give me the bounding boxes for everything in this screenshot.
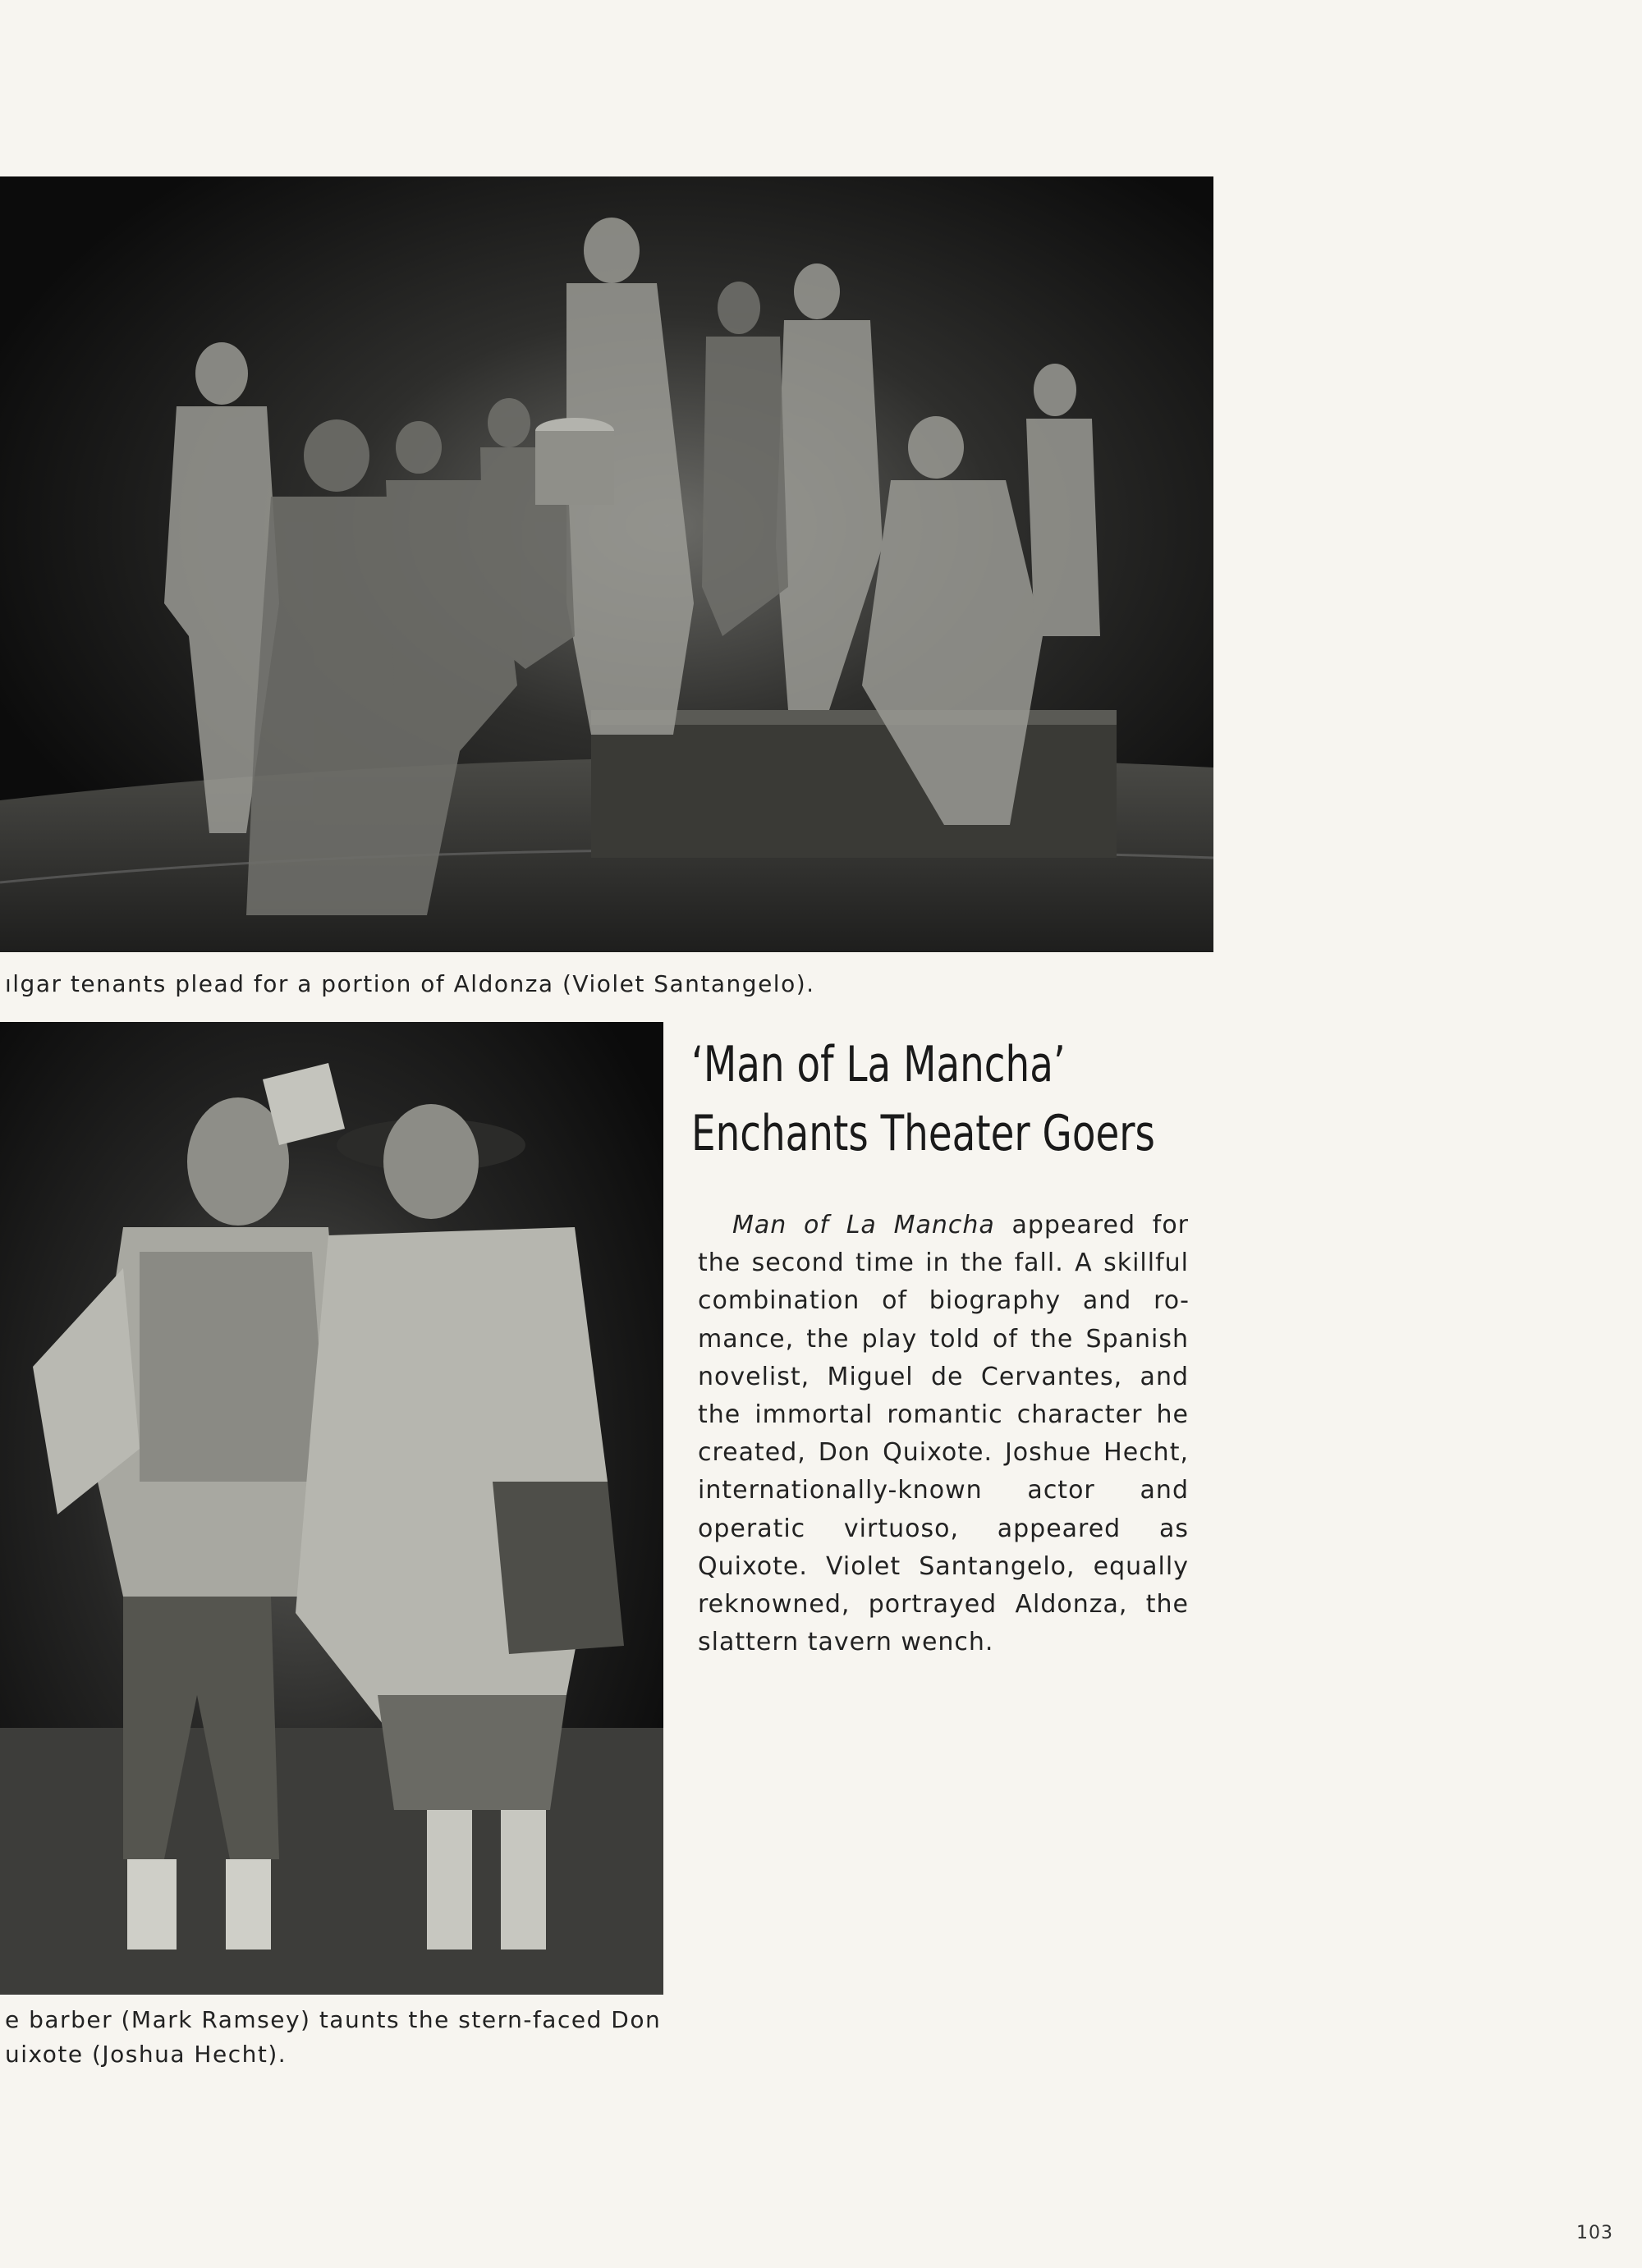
quixote-barber-photo bbox=[0, 1022, 663, 1995]
article-title bbox=[691, 1030, 1155, 1168]
article-title-line-2: Enchants Theater Goers bbox=[691, 1105, 1155, 1162]
article-body-text: appeared for the second time in the fall. A skillful combination of biography and romance, the play told of the Spanish novelist, Miguel de Cervantes, and the immortal romantic character he created, Don Quixote. Joshue Hecht, internationally-known actor and operatic virtuoso, appeared as Quixote. Violet Santangelo, equally reknowned, portrayed Aldonza, the slattern tavern wench. bbox=[698, 1211, 1190, 1657]
bottom-caption-line-1: e barber (Mark Ramsey) taunts the stern-faced Don bbox=[5, 2006, 662, 2033]
article-body bbox=[698, 1207, 1189, 1661]
top-photo-caption: ılgar tenants plead for a portion of Aldonza (Violet Santangelo). bbox=[5, 970, 815, 997]
page-number: 103 bbox=[1576, 2223, 1613, 2243]
stage-scene-photo bbox=[0, 176, 1213, 952]
stage-scene-image bbox=[0, 176, 1213, 952]
bottom-photo-caption bbox=[5, 2003, 670, 2072]
play-title-italic: Man of La Mancha bbox=[732, 1211, 995, 1239]
article-title-line-1: ‘Man of La Mancha’ bbox=[691, 1036, 1066, 1093]
quixote-barber-image bbox=[0, 1022, 663, 1995]
bottom-caption-line-2: uixote (Joshua Hecht). bbox=[5, 2041, 287, 2068]
